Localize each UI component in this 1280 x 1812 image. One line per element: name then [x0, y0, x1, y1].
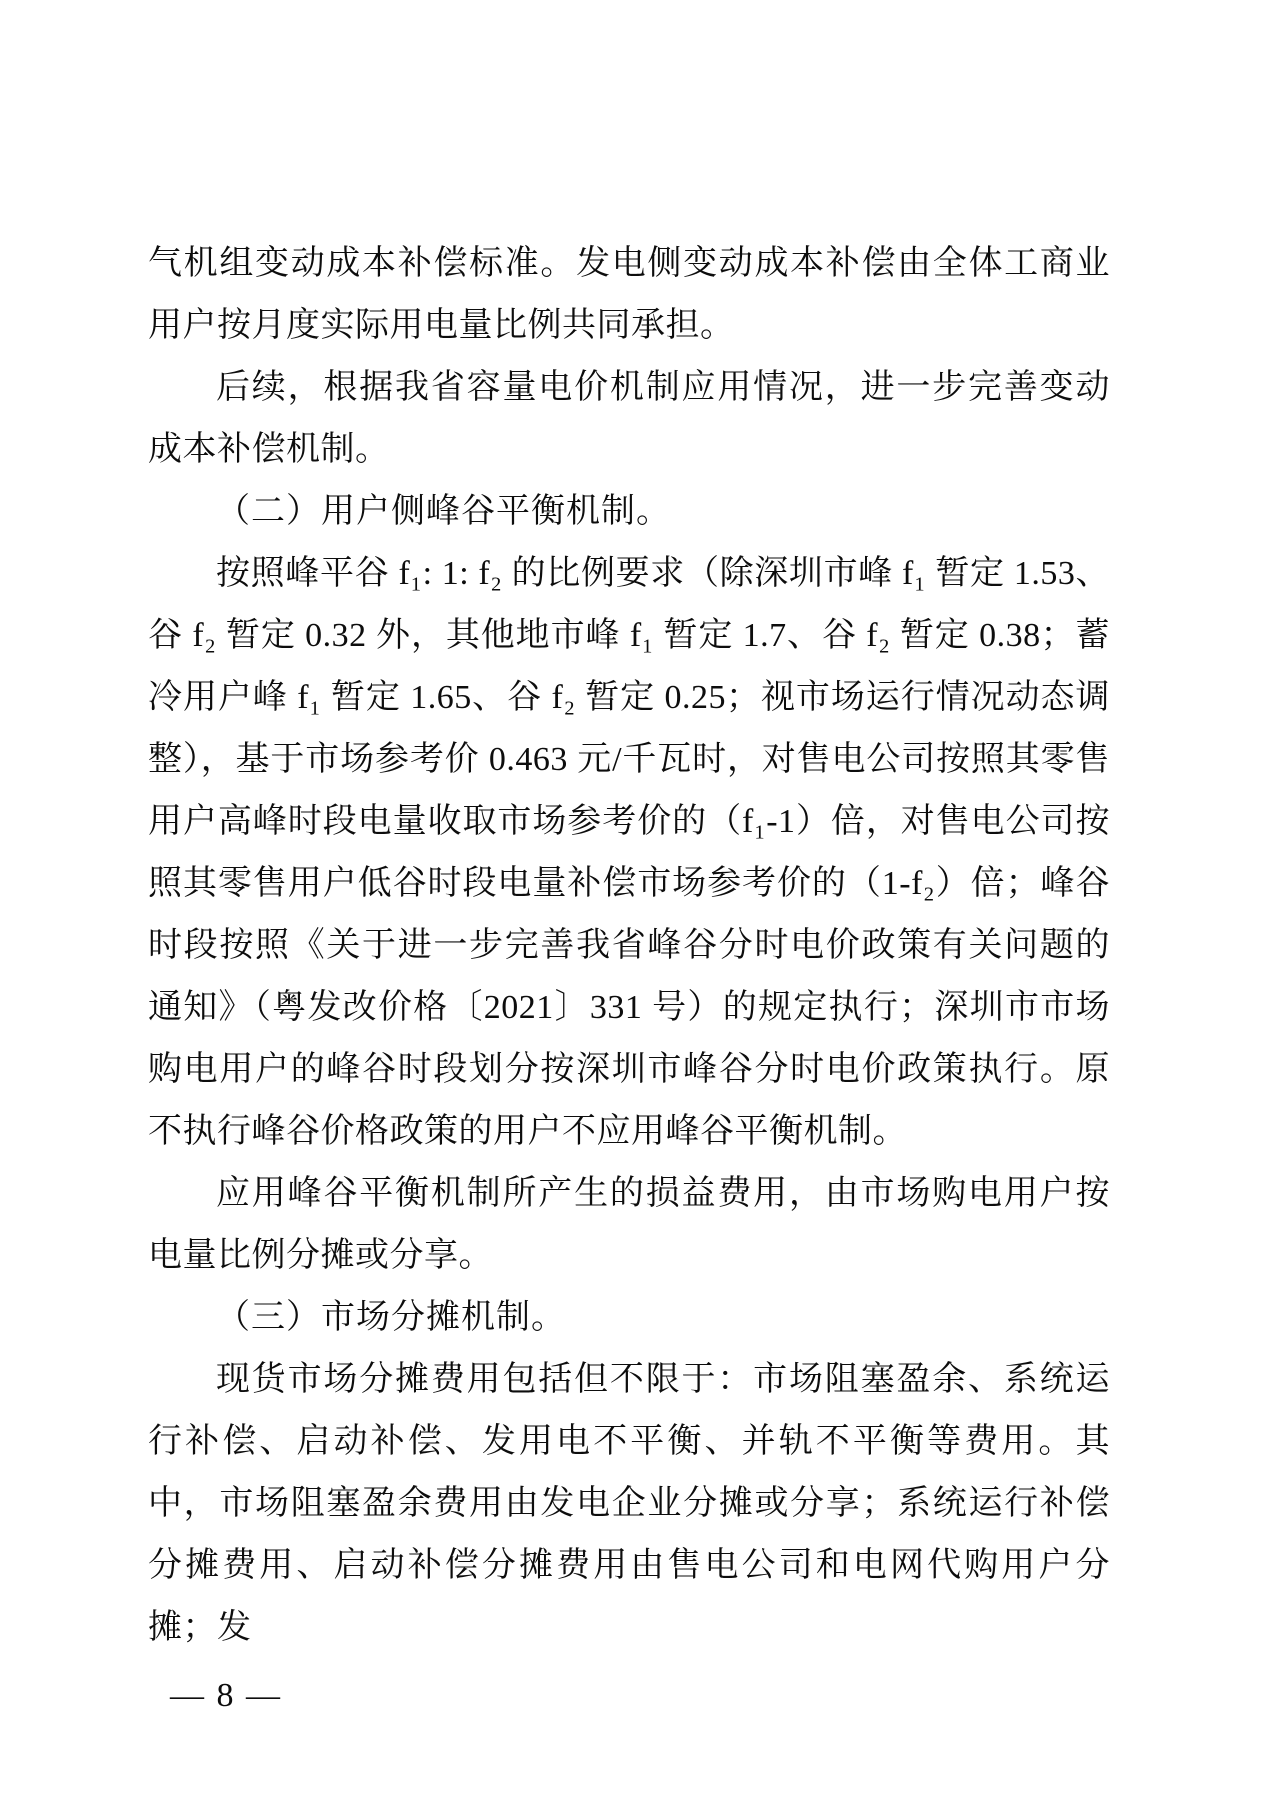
paragraph-follow-up-improvement: 后续，根据我省容量电价机制应用情况，进一步完善变动成本补偿机制。 [148, 369, 1110, 468]
section-heading-user-side-peak-valley: （二）用户侧峰谷平衡机制。 [216, 493, 671, 530]
paragraph-peak-valley-cost-sharing: 应用峰谷平衡机制所产生的损益费用，由市场购电用户按电量比例分摊或分享。 [148, 1175, 1110, 1274]
section-heading-market-sharing: （三）市场分摊机制。 [216, 1299, 566, 1336]
paragraph-peak-valley-ratio-rules: 按照峰平谷 f₁: 1: f₂ 的比例要求（除深圳市峰 f₁ 暂定 1.53、谷 f₂ 暂定 0.32 外，其他地市峰 f₁ 暂定 1.7、谷 f₂ 暂定 0.38；蓄冷用户峰 f₁ 暂定 1.65、谷 f₂ 暂定 0.25；视市场运行情况动态调整），基于市场参考价 0.463 元/千瓦时，对售电公司按照其零售用户高峰时段电量收取市场参考价的（f₁-1）倍，对售电公司按照其零售用户低谷时段电量补偿市场参考价的（1-f₂）倍；峰谷时段按照《关于进一步完善我省峰谷分时电价政策有关问题的通知》（粤发改价格〔2021〕331 号）的规定执行；深圳市市场购电用户的峰谷时段划分按深圳市峰谷分时电价政策执行。原不执行峰谷价格政策的用户不应用峰谷平衡机制。 [148, 555, 1110, 1150]
document-body [148, 233, 1110, 1659]
paragraph-variable-cost-compensation: 气机组变动成本补偿标准。发电侧变动成本补偿由全体工商业用户按月度实际用电量比例共同承担。 [148, 245, 1110, 344]
page-number: — 8 — [170, 1677, 282, 1714]
paragraph-spot-market-sharing-fees: 现货市场分摊费用包括但不限于：市场阻塞盈余、系统运行补偿、启动补偿、发用电不平衡、并轨不平衡等费用。其中，市场阻塞盈余费用由发电企业分摊或分享；系统运行补偿分摊费用、启动补偿分摊费用由售电公司和电网代购用户分摊；发 [148, 1361, 1110, 1646]
